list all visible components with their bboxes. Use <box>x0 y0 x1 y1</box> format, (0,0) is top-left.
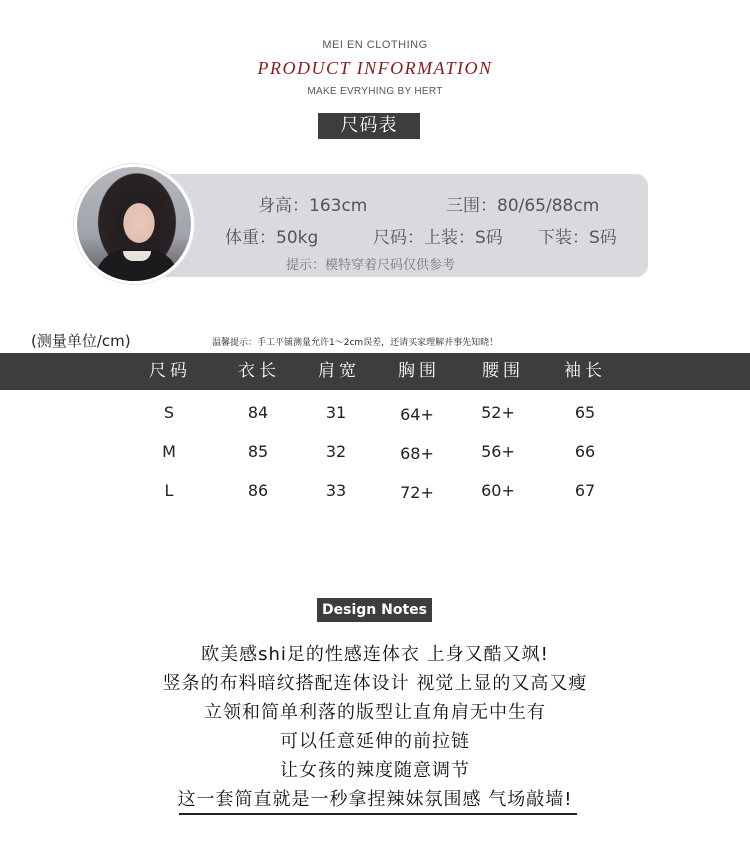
model-measurements: 三围：80/65/88cm <box>446 196 600 216</box>
model-size-top: 尺码：上装：S码 <box>373 228 503 248</box>
measurement-warm-tip: 温馨提示：手工平铺测量允许1～2cm误差，还请买家理解并事先知晓！ <box>212 338 499 348</box>
model-size-bottom: 下装：S码 <box>538 228 617 248</box>
cell-length: 86 <box>247 481 269 500</box>
size-table-header <box>0 353 750 390</box>
cell-shoulder: 31 <box>325 403 347 422</box>
cell-length: 84 <box>247 403 269 422</box>
cell-size: M <box>162 442 176 461</box>
cell-bust: 64+ <box>400 405 434 424</box>
design-note-line: 这一套简直就是一秒拿捏辣妹氛围感 气场敲墙! <box>177 789 573 810</box>
size-chart-badge: 尺码表 <box>318 113 420 139</box>
cell-sleeve: 66 <box>574 442 596 461</box>
cell-sleeve: 67 <box>574 481 596 500</box>
cell-size: S <box>163 403 175 422</box>
model-size-hint: 提示：模特穿着尺码仅供参考 <box>286 258 456 273</box>
design-note-line: 让女孩的辣度随意调节 <box>280 760 470 781</box>
cell-waist: 56+ <box>481 442 515 461</box>
cell-shoulder: 33 <box>325 481 347 500</box>
cell-length: 85 <box>247 442 269 461</box>
measurement-unit-note: (测量单位/cm) <box>31 332 131 350</box>
cell-bust: 68+ <box>400 444 434 463</box>
model-height: 身高：163cm <box>258 196 368 216</box>
design-note-line: 竖条的布料暗纹搭配连体设计 视觉上显的又高又瘦 <box>162 673 588 694</box>
design-note-line: 立领和简单利落的版型让直角肩无中生有 <box>204 702 546 723</box>
design-note-line: 欧美感shi足的性感连体衣 上身又酷又飒! <box>201 644 549 665</box>
cell-sleeve: 65 <box>574 403 596 422</box>
cell-waist: 60+ <box>481 481 515 500</box>
design-notes-badge: Design Notes <box>317 598 432 622</box>
header-waist: 腰围 <box>482 361 524 381</box>
product-information-title: PRODUCT INFORMATION <box>257 58 493 78</box>
header-size: 尺码 <box>149 361 191 381</box>
cell-shoulder: 32 <box>325 442 347 461</box>
header-bust: 胸围 <box>398 361 440 381</box>
cell-waist: 52+ <box>481 403 515 422</box>
cell-bust: 72+ <box>400 483 434 502</box>
header-length: 衣长 <box>238 361 280 381</box>
design-note-line: 可以任意延伸的前拉链 <box>280 731 470 752</box>
model-weight: 体重：50kg <box>225 228 319 248</box>
header-shoulder: 肩宽 <box>318 361 360 381</box>
cell-size: L <box>164 481 174 500</box>
brand-name: MEI EN CLOTHING <box>322 39 428 51</box>
brand-slogan: MAKE EVRYHING BY HERT <box>307 86 443 97</box>
notes-underline <box>179 813 577 815</box>
model-avatar <box>74 164 194 284</box>
header-sleeve: 袖长 <box>564 361 606 381</box>
